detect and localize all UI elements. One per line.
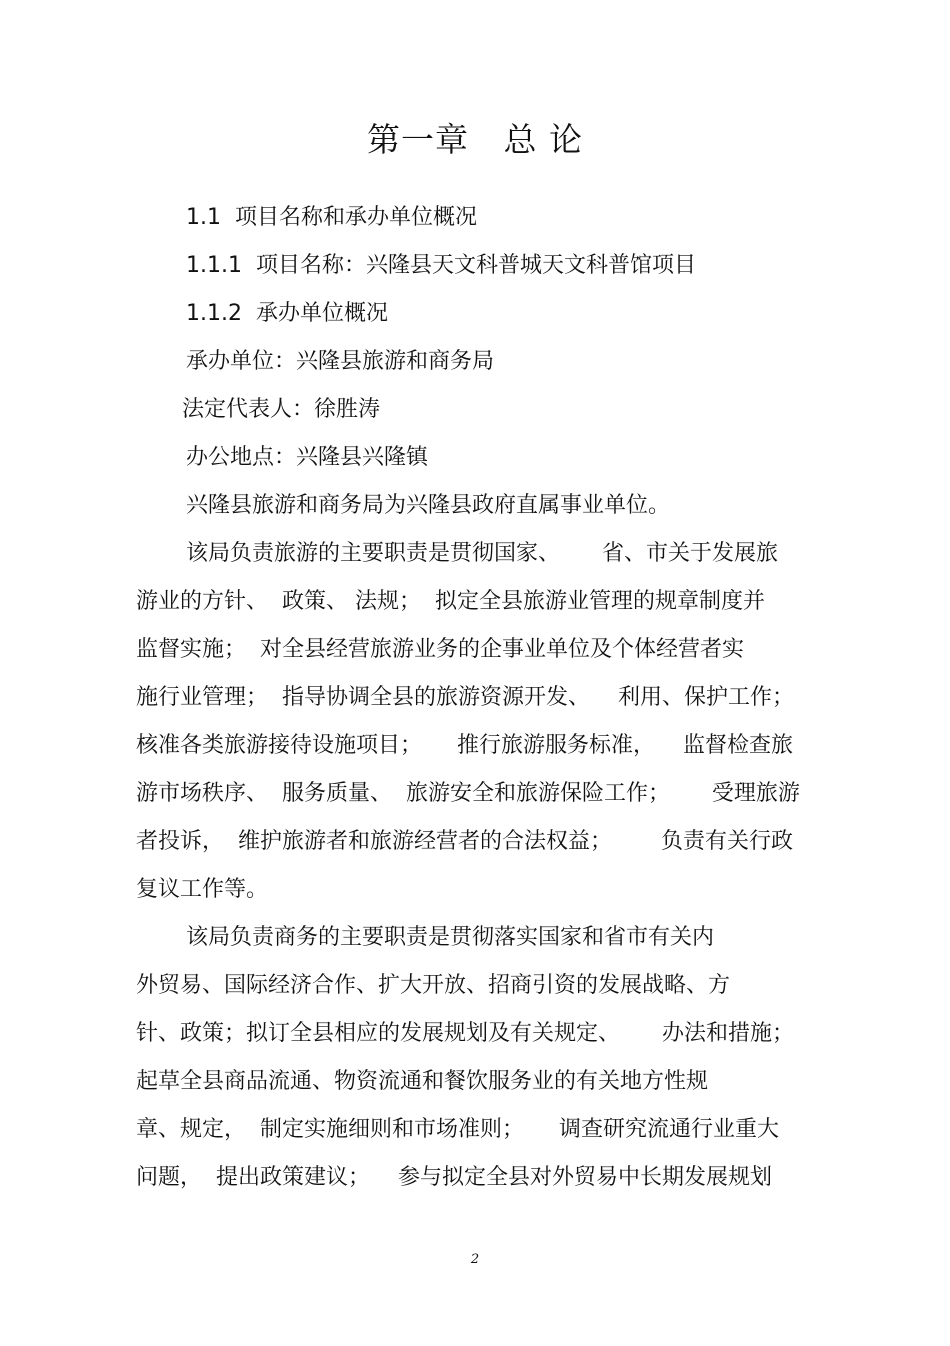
legal-rep-line: 法定代表人：徐胜涛 [182,397,381,422]
paragraph-line: 外贸易、国际经济合作、扩大开放、招商引资的发展战略、方 [136,973,731,998]
paragraph-line: 该局负责旅游的主要职责是贯彻国家、 省、市关于发展旅 [186,541,778,566]
paragraph-line: 者投诉， 维护旅游者和旅游经营者的合法权益； 负责有关行政 [136,829,793,854]
paragraph-line: 游业的方针、 政策、 法规； 拟定全县旅游业管理的规章制度并 [136,589,765,614]
project-name-line: 1.1.1 项目名称：兴隆县天文科普城天文科普馆项目 [186,253,696,278]
paragraph-line: 复议工作等。 [136,877,269,902]
paragraph-line: 核准各类旅游接待设施项目； 推行旅游服务标准， 监督检查旅 [136,733,793,758]
paragraph-line: 针、政策；拟订全县相应的发展规划及有关规定、 办法和措施； [136,1021,794,1046]
subsection-heading: 1.1.2 承办单位概况 [186,301,388,326]
paragraph-line: 起草全县商品流通、物资流通和餐饮服务业的有关地方性规 [136,1069,709,1094]
paragraph-line: 兴隆县旅游和商务局为兴隆县政府直属事业单位。 [186,493,671,518]
paragraph-line: 施行业管理； 指导协调全县的旅游资源开发、 利用、保护工作； [136,685,794,710]
office-location-line: 办公地点：兴隆县兴隆镇 [186,445,429,470]
section-heading: 1.1 项目名称和承办单位概况 [186,205,477,230]
paragraph-line: 问题， 提出政策建议； 参与拟定全县对外贸易中长期发展规划 [136,1165,772,1190]
organizer-line: 承办单位：兴隆县旅游和商务局 [186,349,495,374]
page-number: 2 [470,1252,480,1267]
paragraph-line: 游市场秩序、 服务质量、 旅游安全和旅游保险工作； 受理旅游 [136,781,800,806]
paragraph-line: 该局负责商务的主要职责是贯彻落实国家和省市有关内 [186,925,715,950]
paragraph-line: 章、规定， 制定实施细则和市场准则； 调查研究流通行业重大 [136,1117,779,1142]
paragraph-line: 监督实施； 对全县经营旅游业务的企事业单位及个体经营者实 [136,637,744,662]
chapter-title: 第一章 总 论 [367,120,583,159]
